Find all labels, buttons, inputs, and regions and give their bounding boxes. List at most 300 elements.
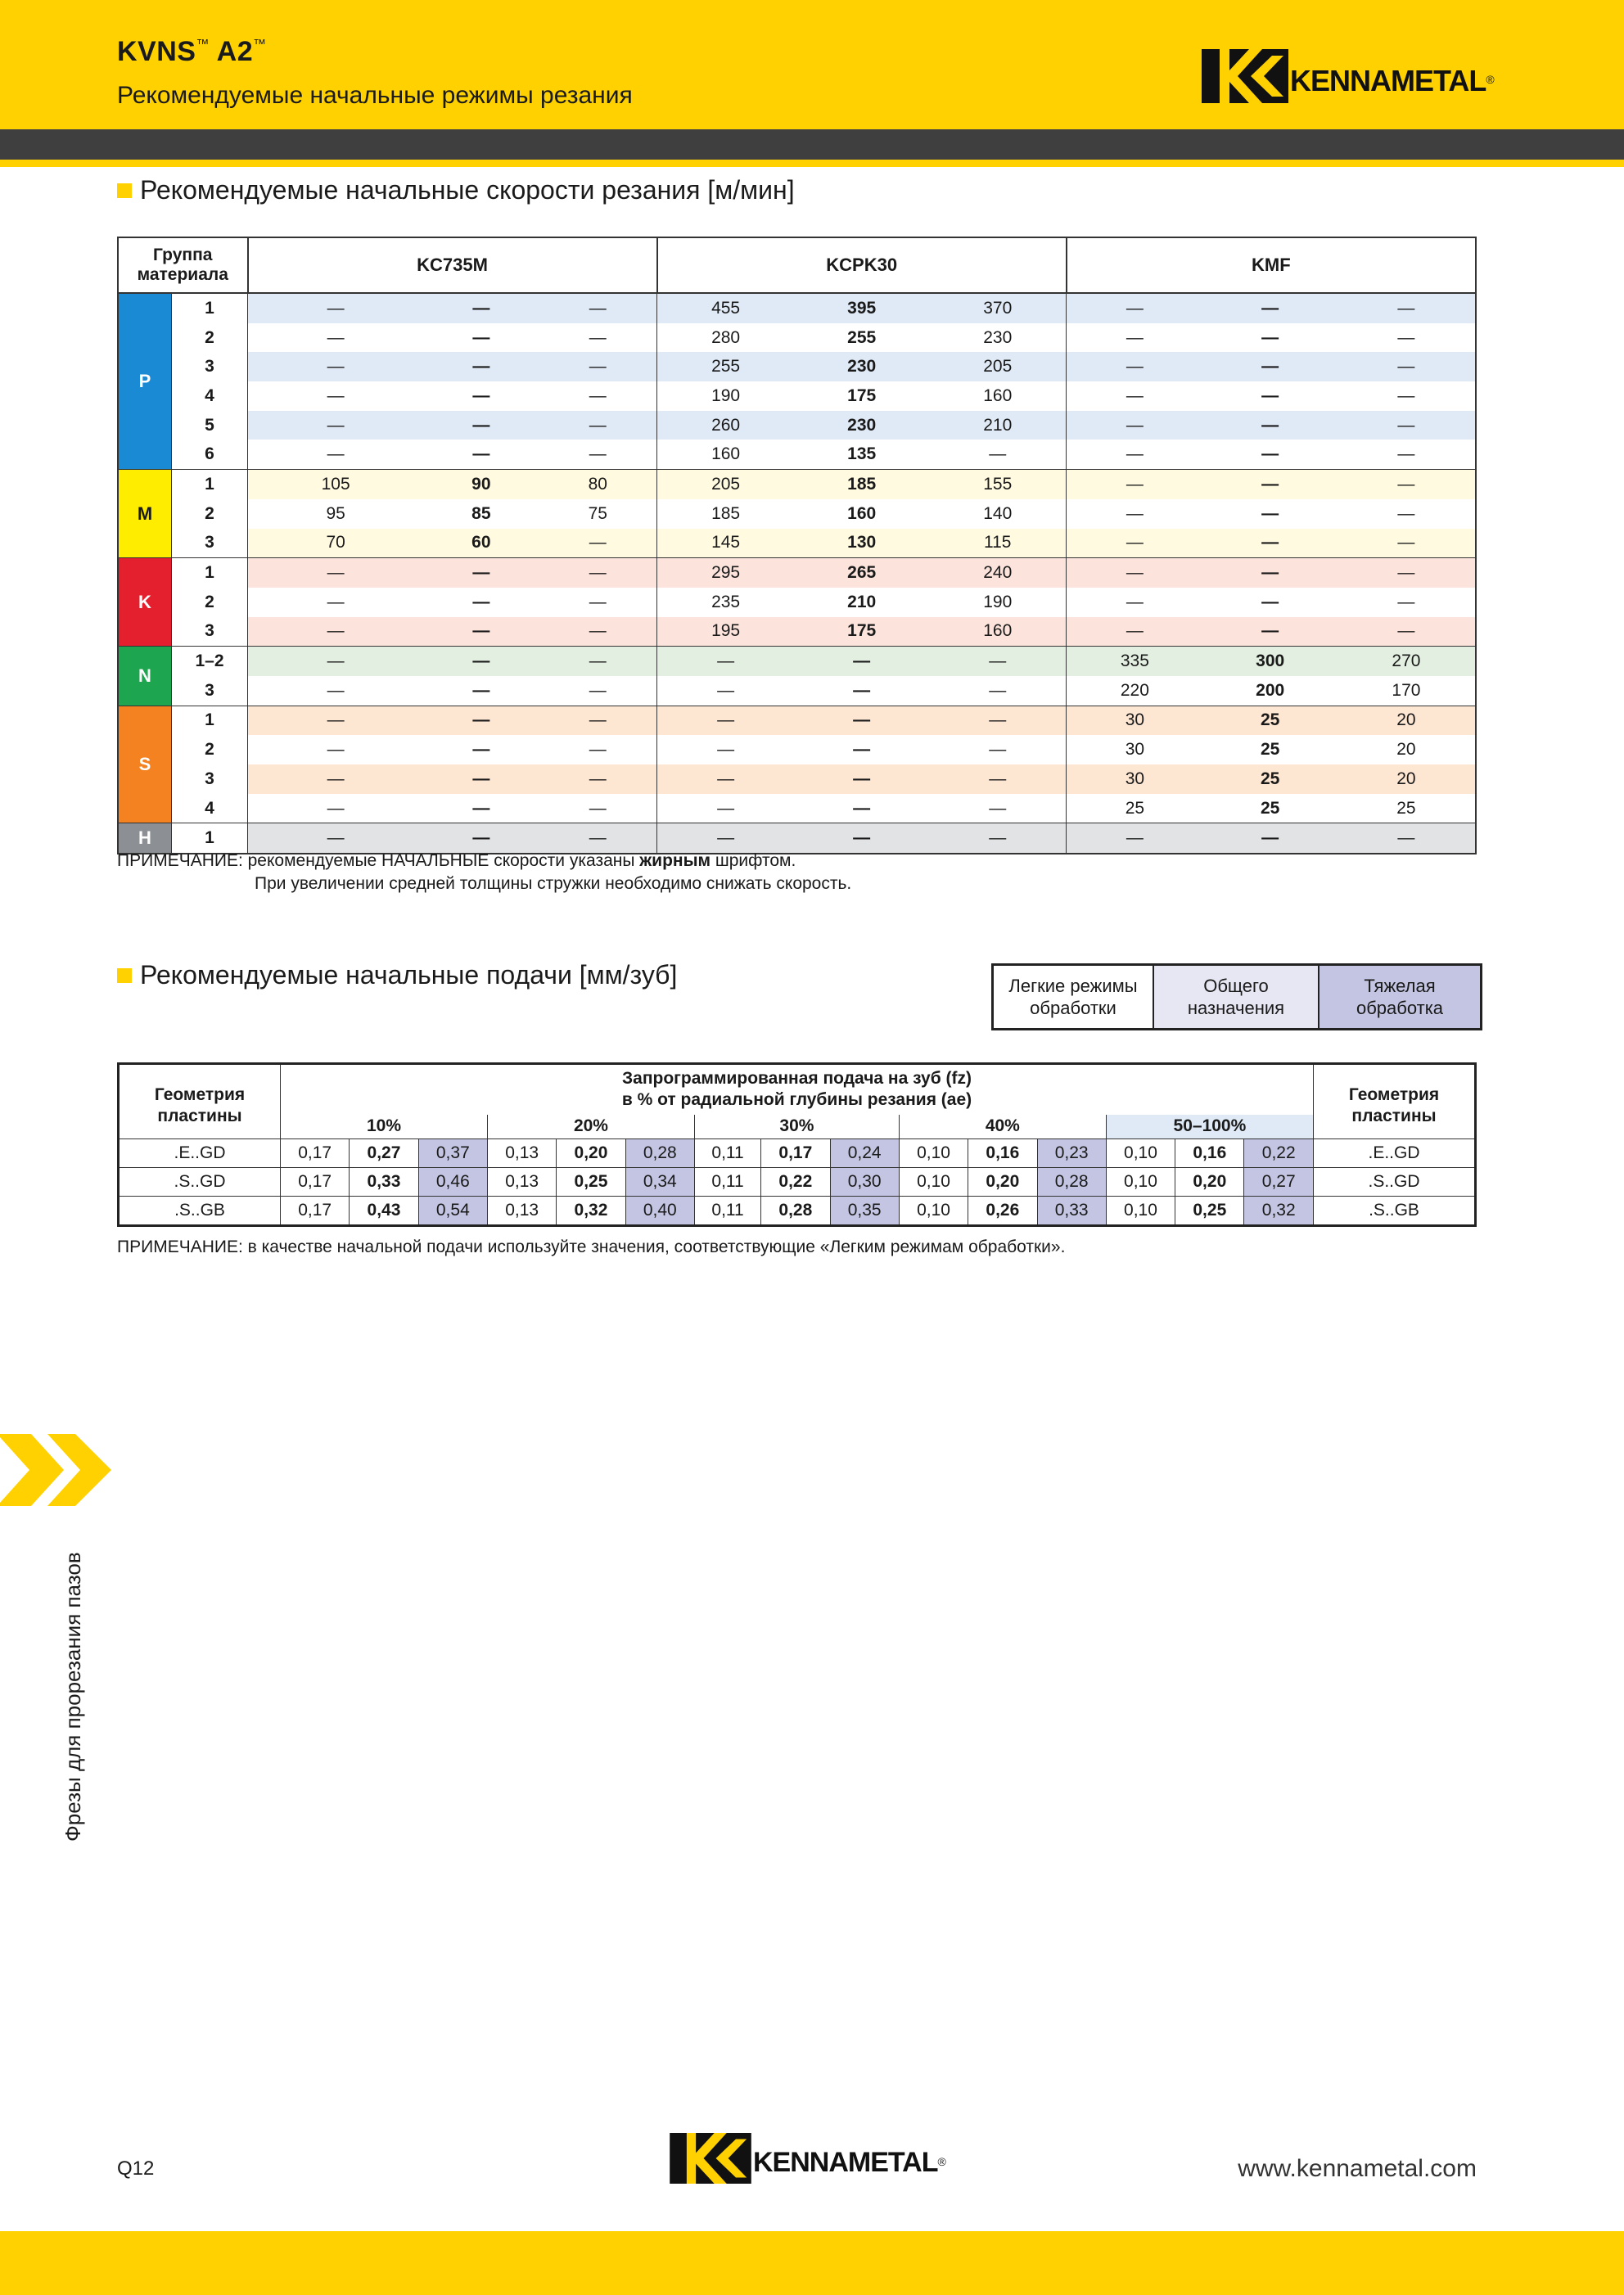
kennametal-logo — [1202, 49, 1495, 103]
speed-value: 205 — [929, 352, 1067, 381]
speed-value: — — [657, 764, 795, 794]
material-category: P — [118, 293, 172, 470]
speed-row — [118, 352, 1476, 381]
feed-value: 0,26 — [968, 1197, 1037, 1226]
geometry-cell-right: .S..GB — [1314, 1197, 1476, 1226]
percent-40: 40% — [899, 1115, 1106, 1139]
speed-value: — — [248, 676, 424, 706]
speed-row — [118, 323, 1476, 353]
speed-value: — — [794, 794, 929, 823]
product-name: KVNS — [117, 36, 196, 67]
speed-value: 115 — [929, 529, 1067, 558]
programmed-feed-line2: в % от радиальной глубины резания (ae) — [621, 1090, 972, 1110]
feed-value: 0,20 — [557, 1139, 625, 1168]
material-subgroup: 1 — [172, 293, 248, 323]
speed-value: 200 — [1202, 676, 1337, 706]
material-category: H — [118, 823, 172, 854]
feed-value: 0,23 — [1037, 1139, 1106, 1168]
speed-value: — — [248, 794, 424, 823]
speed-value: — — [1067, 352, 1203, 381]
speed-value: — — [423, 558, 539, 588]
speed-value: 335 — [1067, 647, 1203, 676]
speed-value: 70 — [248, 529, 424, 558]
speed-value: — — [1338, 499, 1476, 529]
feed-value: 0,43 — [350, 1197, 418, 1226]
speed-value: 85 — [423, 499, 539, 529]
grade-header-kmf: KMF — [1067, 237, 1476, 293]
speed-value: — — [1067, 293, 1203, 323]
page-subtitle: Рекомендуемые начальные режимы резания — [117, 82, 633, 109]
feed-value: 0,35 — [830, 1197, 899, 1226]
page-number: Q12 — [117, 2157, 155, 2180]
material-subgroup: 3 — [172, 529, 248, 558]
speeds-note-prefix: ПРИМЕЧАНИЕ: рекомендуемые НАЧАЛЬНЫЕ скорости указаны — [117, 851, 640, 870]
speed-row — [118, 735, 1476, 764]
legend-light: Легкие режимы обработки — [994, 966, 1153, 1028]
feed-value: 0,22 — [1244, 1139, 1314, 1168]
speed-row — [118, 676, 1476, 706]
product-title — [117, 36, 267, 68]
speed-value: 25 — [1202, 706, 1337, 735]
speed-value: — — [248, 647, 424, 676]
speeds-note-suffix: шрифтом. — [710, 851, 796, 870]
speed-value: — — [1067, 411, 1203, 440]
speed-value: — — [539, 794, 656, 823]
speed-value: — — [423, 381, 539, 411]
feeds-note: ПРИМЕЧАНИЕ: в качестве начальной подачи используйте значения, соответствующие «Легким режимам обработки». — [117, 1238, 1066, 1256]
speed-value: — — [1202, 470, 1337, 499]
speed-value: — — [248, 764, 424, 794]
speed-value: 130 — [794, 529, 929, 558]
speed-value: 105 — [248, 470, 424, 499]
feed-value: 0,37 — [418, 1139, 487, 1168]
speed-value: — — [1067, 381, 1203, 411]
feed-value: 0,20 — [1175, 1168, 1244, 1197]
geometry-header-left: Геометрия пластины — [119, 1064, 281, 1139]
feed-value: 0,13 — [487, 1197, 556, 1226]
speed-value: — — [248, 823, 424, 854]
speed-value: — — [657, 647, 795, 676]
speed-value: 20 — [1338, 764, 1476, 794]
speed-value: — — [1202, 499, 1337, 529]
speed-value: — — [929, 735, 1067, 764]
feed-value: 0,20 — [968, 1168, 1037, 1197]
feed-value: 0,22 — [761, 1168, 830, 1197]
speed-value: — — [794, 706, 929, 735]
material-subgroup: 5 — [172, 411, 248, 440]
speed-value: — — [1067, 617, 1203, 647]
speed-value: 455 — [657, 293, 795, 323]
speed-value: 205 — [657, 470, 795, 499]
geometry-cell-right: .E..GD — [1314, 1139, 1476, 1168]
speed-value: — — [248, 588, 424, 617]
geometry-cell: .S..GD — [119, 1168, 281, 1197]
feed-value: 0,54 — [418, 1197, 487, 1226]
speed-row — [118, 558, 1476, 588]
speed-value: 395 — [794, 293, 929, 323]
speed-value: 230 — [794, 352, 929, 381]
feed-row — [119, 1197, 1476, 1226]
speed-row — [118, 794, 1476, 823]
speeds-title-text: Рекомендуемые начальные скорости резания [м/мин] — [140, 175, 795, 205]
feed-value: 0,32 — [1244, 1197, 1314, 1226]
speed-value: — — [1338, 470, 1476, 499]
speed-value: 255 — [657, 352, 795, 381]
speed-value: 270 — [1338, 647, 1476, 676]
speed-row — [118, 617, 1476, 647]
speed-value: — — [248, 293, 424, 323]
header-bar — [0, 0, 1624, 129]
speed-value: 30 — [1067, 706, 1203, 735]
feeds-section-title — [117, 960, 677, 990]
feed-value: 0,24 — [830, 1139, 899, 1168]
speed-value: 25 — [1202, 764, 1337, 794]
header-dark-band — [0, 129, 1624, 160]
speed-value: 265 — [794, 558, 929, 588]
speed-value: — — [539, 440, 656, 469]
percent-30: 30% — [694, 1115, 899, 1139]
kennametal-k-icon — [670, 2133, 751, 2184]
speed-value: — — [248, 352, 424, 381]
speed-row — [118, 293, 1476, 323]
feed-value: 0,32 — [557, 1197, 625, 1226]
speed-value: — — [423, 823, 539, 854]
material-group-header: Группа материала — [118, 237, 248, 293]
speed-value: — — [929, 794, 1067, 823]
brand-wordmark: KENNAMETAL — [1290, 64, 1486, 97]
speed-value: — — [248, 617, 424, 647]
feeds-title-text: Рекомендуемые начальные подачи [мм/зуб] — [140, 960, 678, 990]
speed-row — [118, 499, 1476, 529]
percent-20: 20% — [487, 1115, 694, 1139]
chevron-right-icon — [0, 1434, 111, 1506]
speed-value: — — [539, 764, 656, 794]
speed-value: — — [1338, 411, 1476, 440]
feed-value: 0,16 — [1175, 1139, 1244, 1168]
speed-value: — — [1202, 323, 1337, 353]
speed-value: — — [1202, 381, 1337, 411]
speed-value: 30 — [1067, 735, 1203, 764]
speed-value: — — [248, 440, 424, 469]
feed-value: 0,33 — [350, 1168, 418, 1197]
footer-brand-wordmark: KENNAMETAL — [753, 2146, 938, 2178]
speed-value: — — [1067, 323, 1203, 353]
percent-10: 10% — [281, 1115, 488, 1139]
speed-value: 20 — [1338, 735, 1476, 764]
speed-value: — — [1067, 529, 1203, 558]
speed-value: 160 — [657, 440, 795, 469]
speed-value: 185 — [794, 470, 929, 499]
speed-value: 195 — [657, 617, 795, 647]
speed-value: — — [657, 794, 795, 823]
speed-value: — — [794, 647, 929, 676]
speed-value: 230 — [929, 323, 1067, 353]
speed-value: 210 — [794, 588, 929, 617]
feed-value: 0,28 — [625, 1139, 694, 1168]
speed-value: — — [1067, 499, 1203, 529]
speed-value: 160 — [794, 499, 929, 529]
speeds-section-title — [117, 175, 795, 205]
speed-value: — — [539, 823, 656, 854]
speed-value: 160 — [929, 617, 1067, 647]
speed-value: — — [248, 411, 424, 440]
speed-value: — — [1067, 558, 1203, 588]
speed-value: — — [423, 323, 539, 353]
feed-value: 0,10 — [899, 1168, 968, 1197]
speeds-note-line2: При увеличении средней толщины стружки необходимо снижать скорость. — [255, 874, 852, 893]
grade-header-kc735m: KC735M — [248, 237, 657, 293]
speed-value: 235 — [657, 588, 795, 617]
speed-row — [118, 381, 1476, 411]
speed-value: — — [1202, 529, 1337, 558]
feed-mode-legend — [991, 963, 1482, 1030]
feed-value: 0,30 — [830, 1168, 899, 1197]
speed-value: 300 — [1202, 647, 1337, 676]
speed-value: 25 — [1202, 794, 1337, 823]
material-subgroup: 1 — [172, 706, 248, 735]
speed-value: 280 — [657, 323, 795, 353]
speed-value: 25 — [1338, 794, 1476, 823]
speed-value: 30 — [1067, 764, 1203, 794]
speed-value: — — [1202, 440, 1337, 469]
speed-value: 190 — [657, 381, 795, 411]
yellow-square-icon — [117, 968, 132, 983]
speed-value: — — [248, 323, 424, 353]
speed-value: 155 — [929, 470, 1067, 499]
speed-value: 140 — [929, 499, 1067, 529]
material-subgroup: 3 — [172, 764, 248, 794]
website-link[interactable]: www.kennametal.com — [1238, 2155, 1477, 2182]
speed-value: 170 — [1338, 676, 1476, 706]
speed-row — [118, 529, 1476, 558]
speed-value: — — [539, 676, 656, 706]
speed-value: — — [539, 706, 656, 735]
speed-value: 90 — [423, 470, 539, 499]
legend-general: Общего назначения — [1153, 966, 1318, 1028]
speed-value: — — [423, 352, 539, 381]
speeds-note — [117, 851, 796, 871]
speed-value: — — [1338, 588, 1476, 617]
feed-value: 0,28 — [761, 1197, 830, 1226]
speed-value: — — [1338, 558, 1476, 588]
trademark-mark: ™ — [196, 38, 210, 52]
material-category: M — [118, 470, 172, 558]
speed-value: — — [423, 617, 539, 647]
material-subgroup: 3 — [172, 676, 248, 706]
speed-value: — — [423, 293, 539, 323]
speed-value: — — [248, 706, 424, 735]
speed-value: 230 — [794, 411, 929, 440]
speed-value: 210 — [929, 411, 1067, 440]
feed-value: 0,33 — [1037, 1197, 1106, 1226]
feed-value: 0,25 — [557, 1168, 625, 1197]
speed-value: — — [929, 823, 1067, 854]
speed-value: 160 — [929, 381, 1067, 411]
speed-value: 135 — [794, 440, 929, 469]
material-subgroup: 4 — [172, 794, 248, 823]
speed-value: — — [1202, 293, 1337, 323]
feed-value: 0,10 — [1106, 1197, 1175, 1226]
footer-kennametal-logo — [670, 2133, 946, 2184]
material-category: N — [118, 647, 172, 706]
cutting-feed-table — [117, 1062, 1477, 1227]
speed-value: — — [539, 588, 656, 617]
speed-value: — — [929, 676, 1067, 706]
speed-value: — — [1067, 440, 1203, 469]
speed-value: — — [1202, 558, 1337, 588]
speed-row — [118, 706, 1476, 735]
feed-value: 0,17 — [761, 1139, 830, 1168]
feed-value: 0,10 — [1106, 1168, 1175, 1197]
geometry-cell-right: .S..GD — [1314, 1168, 1476, 1197]
speed-value: — — [539, 381, 656, 411]
speed-value: — — [1338, 293, 1476, 323]
speed-value: — — [1338, 617, 1476, 647]
speed-value: 80 — [539, 470, 656, 499]
yellow-square-icon — [117, 183, 132, 198]
feed-value: 0,27 — [350, 1139, 418, 1168]
feed-row — [119, 1168, 1476, 1197]
speed-row — [118, 411, 1476, 440]
speed-value: — — [1067, 588, 1203, 617]
feed-value: 0,46 — [418, 1168, 487, 1197]
speed-value: 75 — [539, 499, 656, 529]
feed-value: 0,17 — [281, 1197, 350, 1226]
speed-value: — — [539, 352, 656, 381]
material-subgroup: 3 — [172, 352, 248, 381]
speed-value: 185 — [657, 499, 795, 529]
speed-value: 95 — [248, 499, 424, 529]
material-subgroup: 2 — [172, 588, 248, 617]
kennametal-k-icon — [1202, 49, 1288, 103]
geometry-cell: .S..GB — [119, 1197, 281, 1226]
feed-value: 0,40 — [625, 1197, 694, 1226]
speed-value: — — [794, 764, 929, 794]
speed-value: — — [929, 647, 1067, 676]
speed-value: — — [423, 794, 539, 823]
speed-value: 370 — [929, 293, 1067, 323]
speed-value: — — [539, 529, 656, 558]
programmed-feed-line1: Запрограммированная подача на зуб (fz) — [621, 1069, 972, 1089]
speed-value: — — [248, 381, 424, 411]
material-category: K — [118, 558, 172, 647]
feed-value: 0,13 — [487, 1139, 556, 1168]
side-tab-label: Фрезы для прорезания пазов — [61, 1552, 85, 1842]
speed-value: — — [657, 735, 795, 764]
speed-value: — — [539, 411, 656, 440]
speed-value: 260 — [657, 411, 795, 440]
registered-mark: ® — [1486, 73, 1495, 86]
feed-value: 0,10 — [899, 1197, 968, 1226]
speed-row — [118, 764, 1476, 794]
speed-value: — — [423, 440, 539, 469]
speed-value: — — [539, 293, 656, 323]
geometry-cell: .E..GD — [119, 1139, 281, 1168]
material-subgroup: 2 — [172, 499, 248, 529]
material-subgroup: 1 — [172, 470, 248, 499]
feed-value: 0,28 — [1037, 1168, 1106, 1197]
speed-value: — — [539, 735, 656, 764]
product-version: A2 — [216, 36, 254, 67]
feed-value: 0,11 — [694, 1139, 760, 1168]
speed-value: — — [1202, 352, 1337, 381]
speed-value: — — [794, 823, 929, 854]
legend-heavy: Тяжелая обработка — [1318, 966, 1480, 1028]
programmed-feed-header — [281, 1064, 1314, 1115]
speed-value: — — [1338, 823, 1476, 854]
speed-row — [118, 588, 1476, 617]
speed-value: — — [794, 676, 929, 706]
speed-value: — — [539, 617, 656, 647]
speed-value: — — [929, 706, 1067, 735]
speed-value: — — [1338, 440, 1476, 469]
speed-value: — — [1338, 529, 1476, 558]
speed-value: — — [657, 676, 795, 706]
speed-value: — — [1067, 823, 1203, 854]
trademark-mark-2: ™ — [253, 38, 267, 52]
speed-value: 175 — [794, 617, 929, 647]
material-subgroup: 3 — [172, 617, 248, 647]
speed-value: — — [794, 735, 929, 764]
speed-value: — — [657, 823, 795, 854]
speed-value: — — [248, 735, 424, 764]
speed-value: — — [423, 588, 539, 617]
speed-value: — — [1338, 323, 1476, 353]
material-subgroup: 6 — [172, 440, 248, 469]
speed-value: — — [1338, 352, 1476, 381]
speed-value: 25 — [1202, 735, 1337, 764]
speed-value: — — [657, 706, 795, 735]
speed-value: 190 — [929, 588, 1067, 617]
speed-value: 20 — [1338, 706, 1476, 735]
speed-value: — — [1202, 823, 1337, 854]
feed-value: 0,25 — [1175, 1197, 1244, 1226]
speed-value: — — [248, 558, 424, 588]
feed-value: 0,27 — [1244, 1168, 1314, 1197]
speed-value: — — [539, 647, 656, 676]
speed-value: — — [423, 676, 539, 706]
speed-value: — — [1202, 411, 1337, 440]
speed-value: — — [423, 735, 539, 764]
header-thin-band — [0, 160, 1624, 167]
speed-value: — — [929, 764, 1067, 794]
speed-value: — — [1067, 470, 1203, 499]
geometry-header-right: Геометрия пластины — [1314, 1064, 1476, 1139]
feed-value: 0,11 — [694, 1168, 760, 1197]
material-subgroup: 1–2 — [172, 647, 248, 676]
speeds-note-bold: жирным — [639, 851, 711, 870]
speed-value: 240 — [929, 558, 1067, 588]
feed-value: 0,11 — [694, 1197, 760, 1226]
feed-value: 0,10 — [899, 1139, 968, 1168]
speed-value: — — [539, 323, 656, 353]
speed-value: — — [423, 411, 539, 440]
material-subgroup: 2 — [172, 735, 248, 764]
material-subgroup: 4 — [172, 381, 248, 411]
material-subgroup: 2 — [172, 323, 248, 353]
feed-value: 0,13 — [487, 1168, 556, 1197]
speed-value: 220 — [1067, 676, 1203, 706]
speed-value: 60 — [423, 529, 539, 558]
speed-row — [118, 440, 1476, 469]
feed-value: 0,17 — [281, 1168, 350, 1197]
speed-value: 295 — [657, 558, 795, 588]
speed-value: — — [1202, 617, 1337, 647]
percent-50-100: 50–100% — [1106, 1115, 1313, 1139]
speed-value: — — [1202, 588, 1337, 617]
speed-row — [118, 823, 1476, 854]
speed-value: — — [539, 558, 656, 588]
